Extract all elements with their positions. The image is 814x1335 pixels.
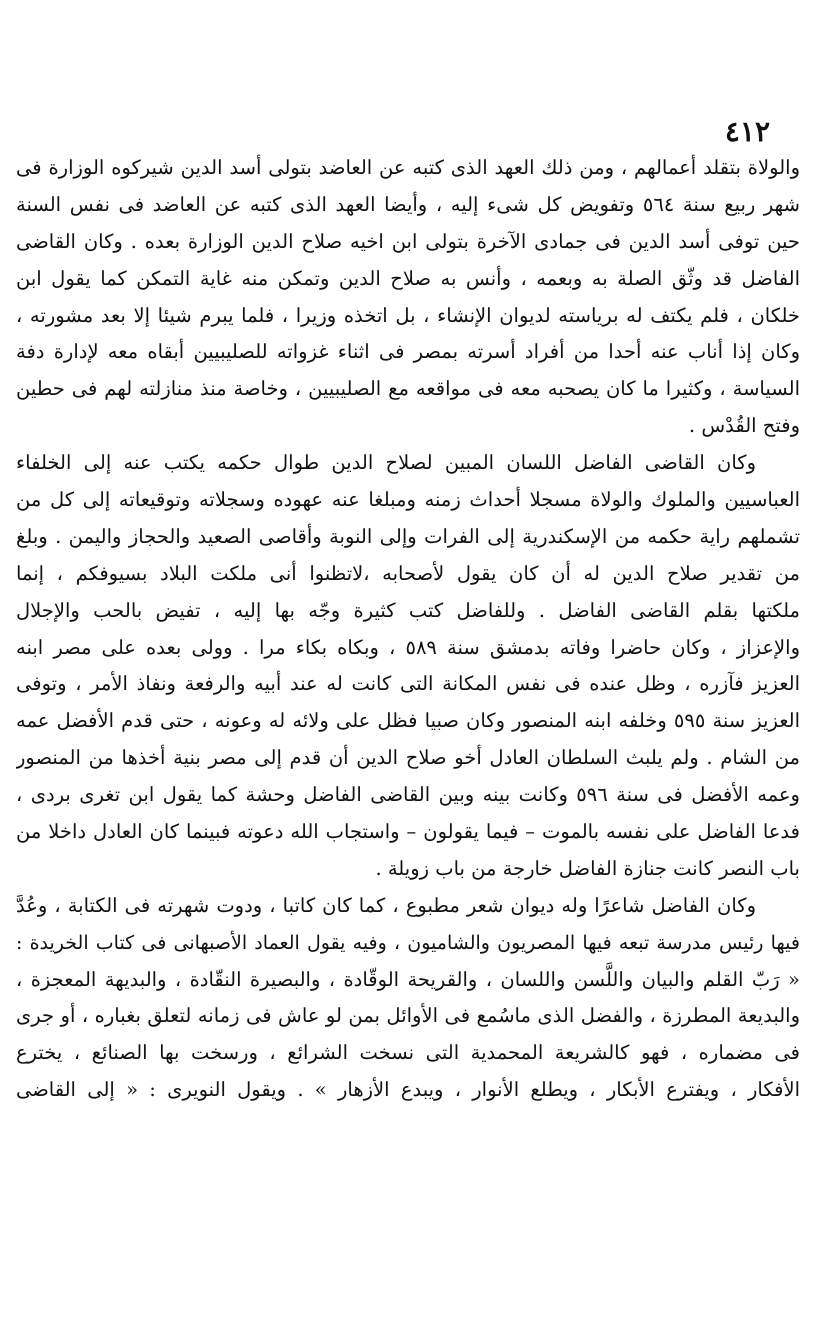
page-number: ٤١٢: [724, 115, 770, 148]
text-line: وكان الفاضل شاعرًا وله ديوان شعر مطبوع ، كما كان كاتبا ، ودوت شهرته فى الكتابة ، وعُدَّ: [16, 893, 756, 917]
text-line: العباسيين والملوك والولاة مسجلا أحداث زمنه ومبلغا عنه عهوده وسجلاته وتوقيعاته إلى كل من: [16, 488, 800, 512]
text-line: ملكتها بقلم القاضى الفاضل . وللفاضل كتب كثيرة وجّه بها إليه ، تفيض بالحب والإجلال: [16, 598, 800, 622]
text-line: فيها رئيس مدرسة تبعه فيها المصريون والشاميون ، وفيه يقول العماد الأصبهانى فى كتاب الخريدة :: [16, 931, 800, 954]
text-line: من الشام . ولم يلبث السلطان العادل أخو صلاح الدين أن قدم إلى مصر بنية أخذها من المنصور: [16, 746, 800, 770]
text-line: تشملهم راية حكمه من الإسكندرية إلى الفرات وإلى النوبة وأقاصى الصعيد والحجاز واليمن . وبلغ: [16, 524, 800, 548]
text-line: العزيز فآزره ، وظل عنده فى نفس المكانة التى كانت له عند أبيه والرفعة ونفاذ الأمر ، وتوفى: [16, 672, 800, 696]
text-line: وكان القاضى الفاضل اللسان المبين لصلاح الدين طوال حكمه يكتب عنه إلى الخلفاء: [16, 451, 756, 475]
body-text: [16, 150, 800, 1109]
text-line: الأفكار ، ويفترع الأبكار ، ويطلع الأنوار ، ويبدع الأزهار » . ويقول النويرى : « إلى القاضى: [16, 1078, 800, 1102]
text-line: والولاة بتقلد أعمالهم ، ومن ذلك العهد الذى كتبه عن العاضد بتولى أسد الدين شيركوه الوزارة فى: [16, 156, 800, 179]
text-line: شهر ربيع سنة ٥٦٤ وتفويض كل شىء إليه ، وأيضا العهد الذى كتبه عن العاضد فى نفس السنة: [16, 192, 800, 216]
text-line: والبديعة المطرزة ، والفضل الذى ماسُمع فى الأوائل بمن لو عاش فى زمانه لتعلق بغباره ، أو جرى: [16, 1004, 800, 1028]
text-line: السياسة ، وكثيرا ما كان يصحبه معه فى مواقعه مع الصليبيين ، وخاصة منذ منازلته لهم فى حطين: [16, 377, 800, 401]
text-line: وفتح القُدْس .: [688, 414, 800, 438]
text-line: من تقدير صلاح الدين له أن كان يقول لأصحابه ،لاتظنوا أنى ملكت البلاد بسيوفكم ، إنما: [16, 561, 800, 585]
text-line: فى مضماره ، فهو كالشريعة المحمدية التى نسخت الشرائع ، ورسخت بها الصنائع ، يخترع: [16, 1041, 800, 1065]
text-line: وعمه الأفضل فى سنة ٥٩٦ وكانت بينه وبين القاضى الفاضل وحشة كما يقول ابن تغرى بردى ،: [16, 783, 800, 807]
text-line: وكان إذا أناب عنه أحدا من أفراد أسرته بمصر فى اثناء غزواته للصليبيين أبقاه معه لإدارة دفة: [16, 340, 800, 364]
text-line: فدعا الفاضل على نفسه بالموت – فيما يقولون – واستجاب الله دعوته فبينما كان العادل داخلا من: [16, 820, 800, 844]
text-line: الفاضل قد وثّق الصلة به وبعمه ، وأنس به صلاح الدين وتمكن منه غاية التمكن كما يقول ابن: [16, 266, 800, 290]
text-line: خلكان ، فلم يكتف له برياسته لديوان الإنشاء ، بل اتخذه وزيرا ، فلما يبرم شيئا إلا بعد مشورته ،: [16, 303, 800, 327]
text-line: العزيز سنة ٥٩٥ وخلفه ابنه المنصور وكان صبيا فظل على ولائه له وعونه ، حتى قدم الأفضل عمه: [16, 709, 800, 733]
text-line: باب النصر كانت جنازة الفاضل خارجة من باب زويلة .: [375, 856, 800, 880]
text-line: « رَبّ القلم والبيان واللَّسن واللسان ، والقريحة الوقّادة ، والبصيرة النقّادة ، والبديهة المعجزة ،: [16, 967, 800, 991]
text-line: والإعزاز ، وكان حاضرا وفاته بدمشق سنة ٥٨٩ ، وبكاه بكاء مرا . وولى بعده على مصر ابنه: [16, 635, 800, 659]
text-line: حين توفى أسد الدين فى جمادى الآخرة بتولى ابن اخيه صلاح الدين الوزارة بعده . وكان القاضى: [16, 229, 800, 253]
